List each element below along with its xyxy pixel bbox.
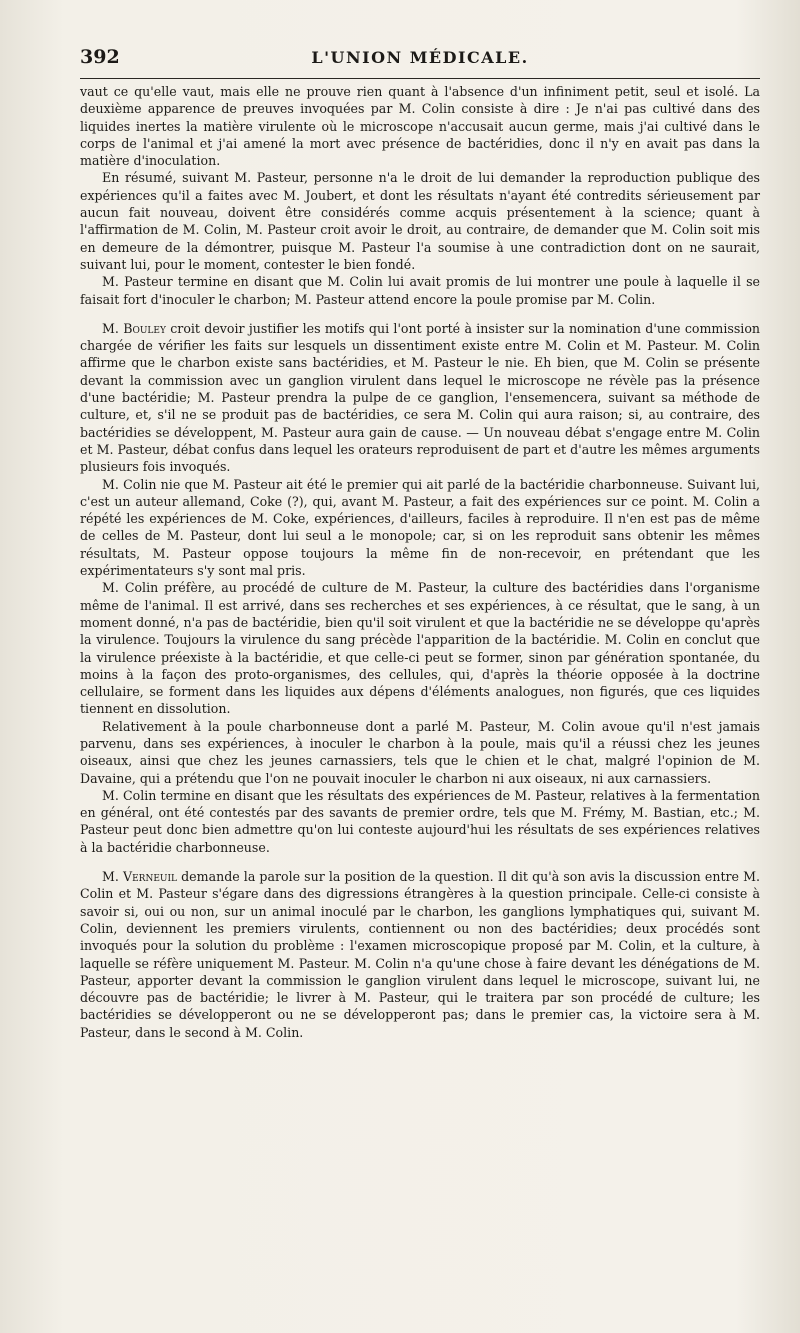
article-body: [80, 83, 760, 1041]
paragraph: [80, 320, 760, 476]
paragraph: vaut ce qu'elle vaut, mais elle ne prouve rien quant à l'absence d'un infiniment petit, seul et isolé. La deuxième apparence de preuves invoquées par M. Colin consiste à dire : Je n'ai pas cultivé dans des liquides inertes la matière virulente où le microscope n'accusait aucun germe, mais j'ai cultivé dans le corps de l'animal et j'ai amené la mort avec présence de bactéridies, donc il n'y en avait pas dans la matière d'inoculation.: [80, 84, 760, 169]
header-rule: [80, 78, 760, 79]
paragraph: M. Colin termine en disant que les résultats des expériences de M. Pasteur, relatives à la fermentation en général, ont été contestés par des savants de premier ordre, tels que M. Frémy, M. Bastian, etc.; M. Pasteur peut donc bien admettre qu'on lui conteste aujourd'hui les résultats de ses expériences relatives à la bactéridie charbonneuse.: [80, 787, 760, 855]
page-header: [80, 44, 760, 78]
paragraph: M. Colin préfère, au procédé de culture de M. Pasteur, la culture des bactéridies dans l'organisme même de l'animal. Il est arrivé, dans ses recherches et ses expériences, à ce résultat, que le sang, à un moment donné, n'a pas de bactéridie, bien qu'il soit virulent et que la bactéridie ne se développe qu'après la virulence. Toujours la virulence du sang précède l'apparition de la bactéridie. M. Colin en conclut que la virulence préexiste à la bactéridie, et que celle-ci peut se former, sinon par génération spontanée, du moins à la façon des proto-organismes, des cellules, qui, d'après la théorie opposée à la doctrine cellulaire, se forment dans les liquides aux dépens d'éléments analogues, non figurés, que ces liquides tiennent en dissolution.: [80, 580, 760, 717]
speaker-prefix: M.: [102, 869, 123, 885]
paragraph-text: demande la parole sur la position de la question. Il dit qu'à son avis la discussion entre M. Colin et M. Pasteur s'égare dans des digressions étrangères à la question principale. Celle-ci consiste à savoir si, oui ou non, sur un animal inoculé par le charbon, les ganglions lymphatiques qui, suivant M. Colin, deviennent les premiers virulents, contiennent ou non des bactéridies; deux procédés sont invoqués pour la solution du problème : l'examen microscopique proposé par M. Colin, et la culture, à laquelle se réfère uniquement M. Pasteur. M. Colin n'a qu'une chose à faire devant les dénégations de M. Pasteur, apporter devant la commission le ganglion virulent dans lequel le microscope, suivant lui, ne découvre pas de bactéridie; le livrer à M. Pasteur, qui le traitera par son procédé de culture; les bactéridies se développeront ou ne se développeront pas; dans le premier cas, la victoire sera à M. Pasteur, dans le second à M. Colin.: [80, 869, 760, 1040]
page-number: 392: [80, 46, 120, 68]
paragraph: M. Pasteur termine en disant que M. Colin lui avait promis de lui montrer une poule à laquelle il se faisait fort d'inoculer le charbon; M. Pasteur attend encore la poule promise par M. Colin.: [80, 274, 760, 307]
paragraph: Relativement à la poule charbonneuse dont a parlé M. Pasteur, M. Colin avoue qu'il n'est jamais parvenu, dans ses expériences, à inoculer le charbon à la poule, mais qu'il a réussi chez les jeunes oiseaux, ainsi que chez les jeunes carnassiers, tels que le chien et le chat, malgré l'opinion de M. Davaine, qui a prétendu que l'on ne pouvait inoculer le charbon ni aux oiseaux, ni aux carnassiers.: [80, 718, 760, 786]
paragraph: M. Colin nie que M. Pasteur ait été le premier qui ait parlé de la bactéridie charbonneuse. Suivant lui, c'est un auteur allemand, Coke (?), qui, avant M. Pasteur, a fait des expériences sur ce point. M. Colin a répété les expériences de M. Coke, expériences, d'ailleurs, faciles à reproduire. Il n'en est pas de même de celles de M. Pasteur, dont lui seul a le monopole; car, si on les reproduit sans obtenir les mêmes résultats, M. Pasteur oppose toujours la même fin de non-recevoir, en prétendant que les expérimentateurs s'y sont mal pris.: [80, 476, 760, 579]
paragraph: En résumé, suivant M. Pasteur, personne n'a le droit de lui demander la reproduction publique des expériences qu'il a faites avec M. Joubert, et dont les résultats n'ayant été contredits sérieusement par aucun fait nouveau, doivent être considérés comme acquis présentement à la science; quant à l'affirmation de M. Colin, M. Pasteur croit avoir le droit, au contraire, de demander que M. Colin soit mis en demeure de la démontrer, puisque M. Pasteur l'a soumise à une contradiction dont on ne saurait, suivant lui, pour le moment, contester le bien fondé.: [80, 170, 760, 272]
paragraph: [80, 868, 760, 1041]
running-title: L'UNION MÉDICALE.: [311, 48, 529, 67]
speaker-name: Bouley: [123, 320, 166, 336]
speaker-name: Verneuil: [123, 869, 178, 885]
speaker-prefix: M.: [102, 320, 124, 336]
paragraph-text: croit devoir justifier les motifs qui l'ont porté à insister sur la nomination d'une commission chargée de vérifier les faits sur lesquels un dissentiment existe entre M. Colin et M. Pasteur. M. Colin affirme que le charbon existe sans bactéridies, et M. Pasteur le nie. Eh bien, que M. Colin se présente devant la commission avec un ganglion virulent dans lequel le microscope ne révèle pas la présence d'une bactéridie; M. Pasteur prendra la pulpe de ce ganglion, l'ensemencera, suivant sa méthode de culture, et, s'il ne se produit pas de bactéridies, ce sera M. Colin qui aura raison; si, au contraire, des bactéridies se développent, M. Pasteur aura gain de cause. — Un nouveau débat s'engage entre M. Colin et M. Pasteur, débat confus dans lequel les orateurs reproduisent de part et d'autre les mêmes arguments plusieurs fois invoqués.: [80, 320, 761, 475]
